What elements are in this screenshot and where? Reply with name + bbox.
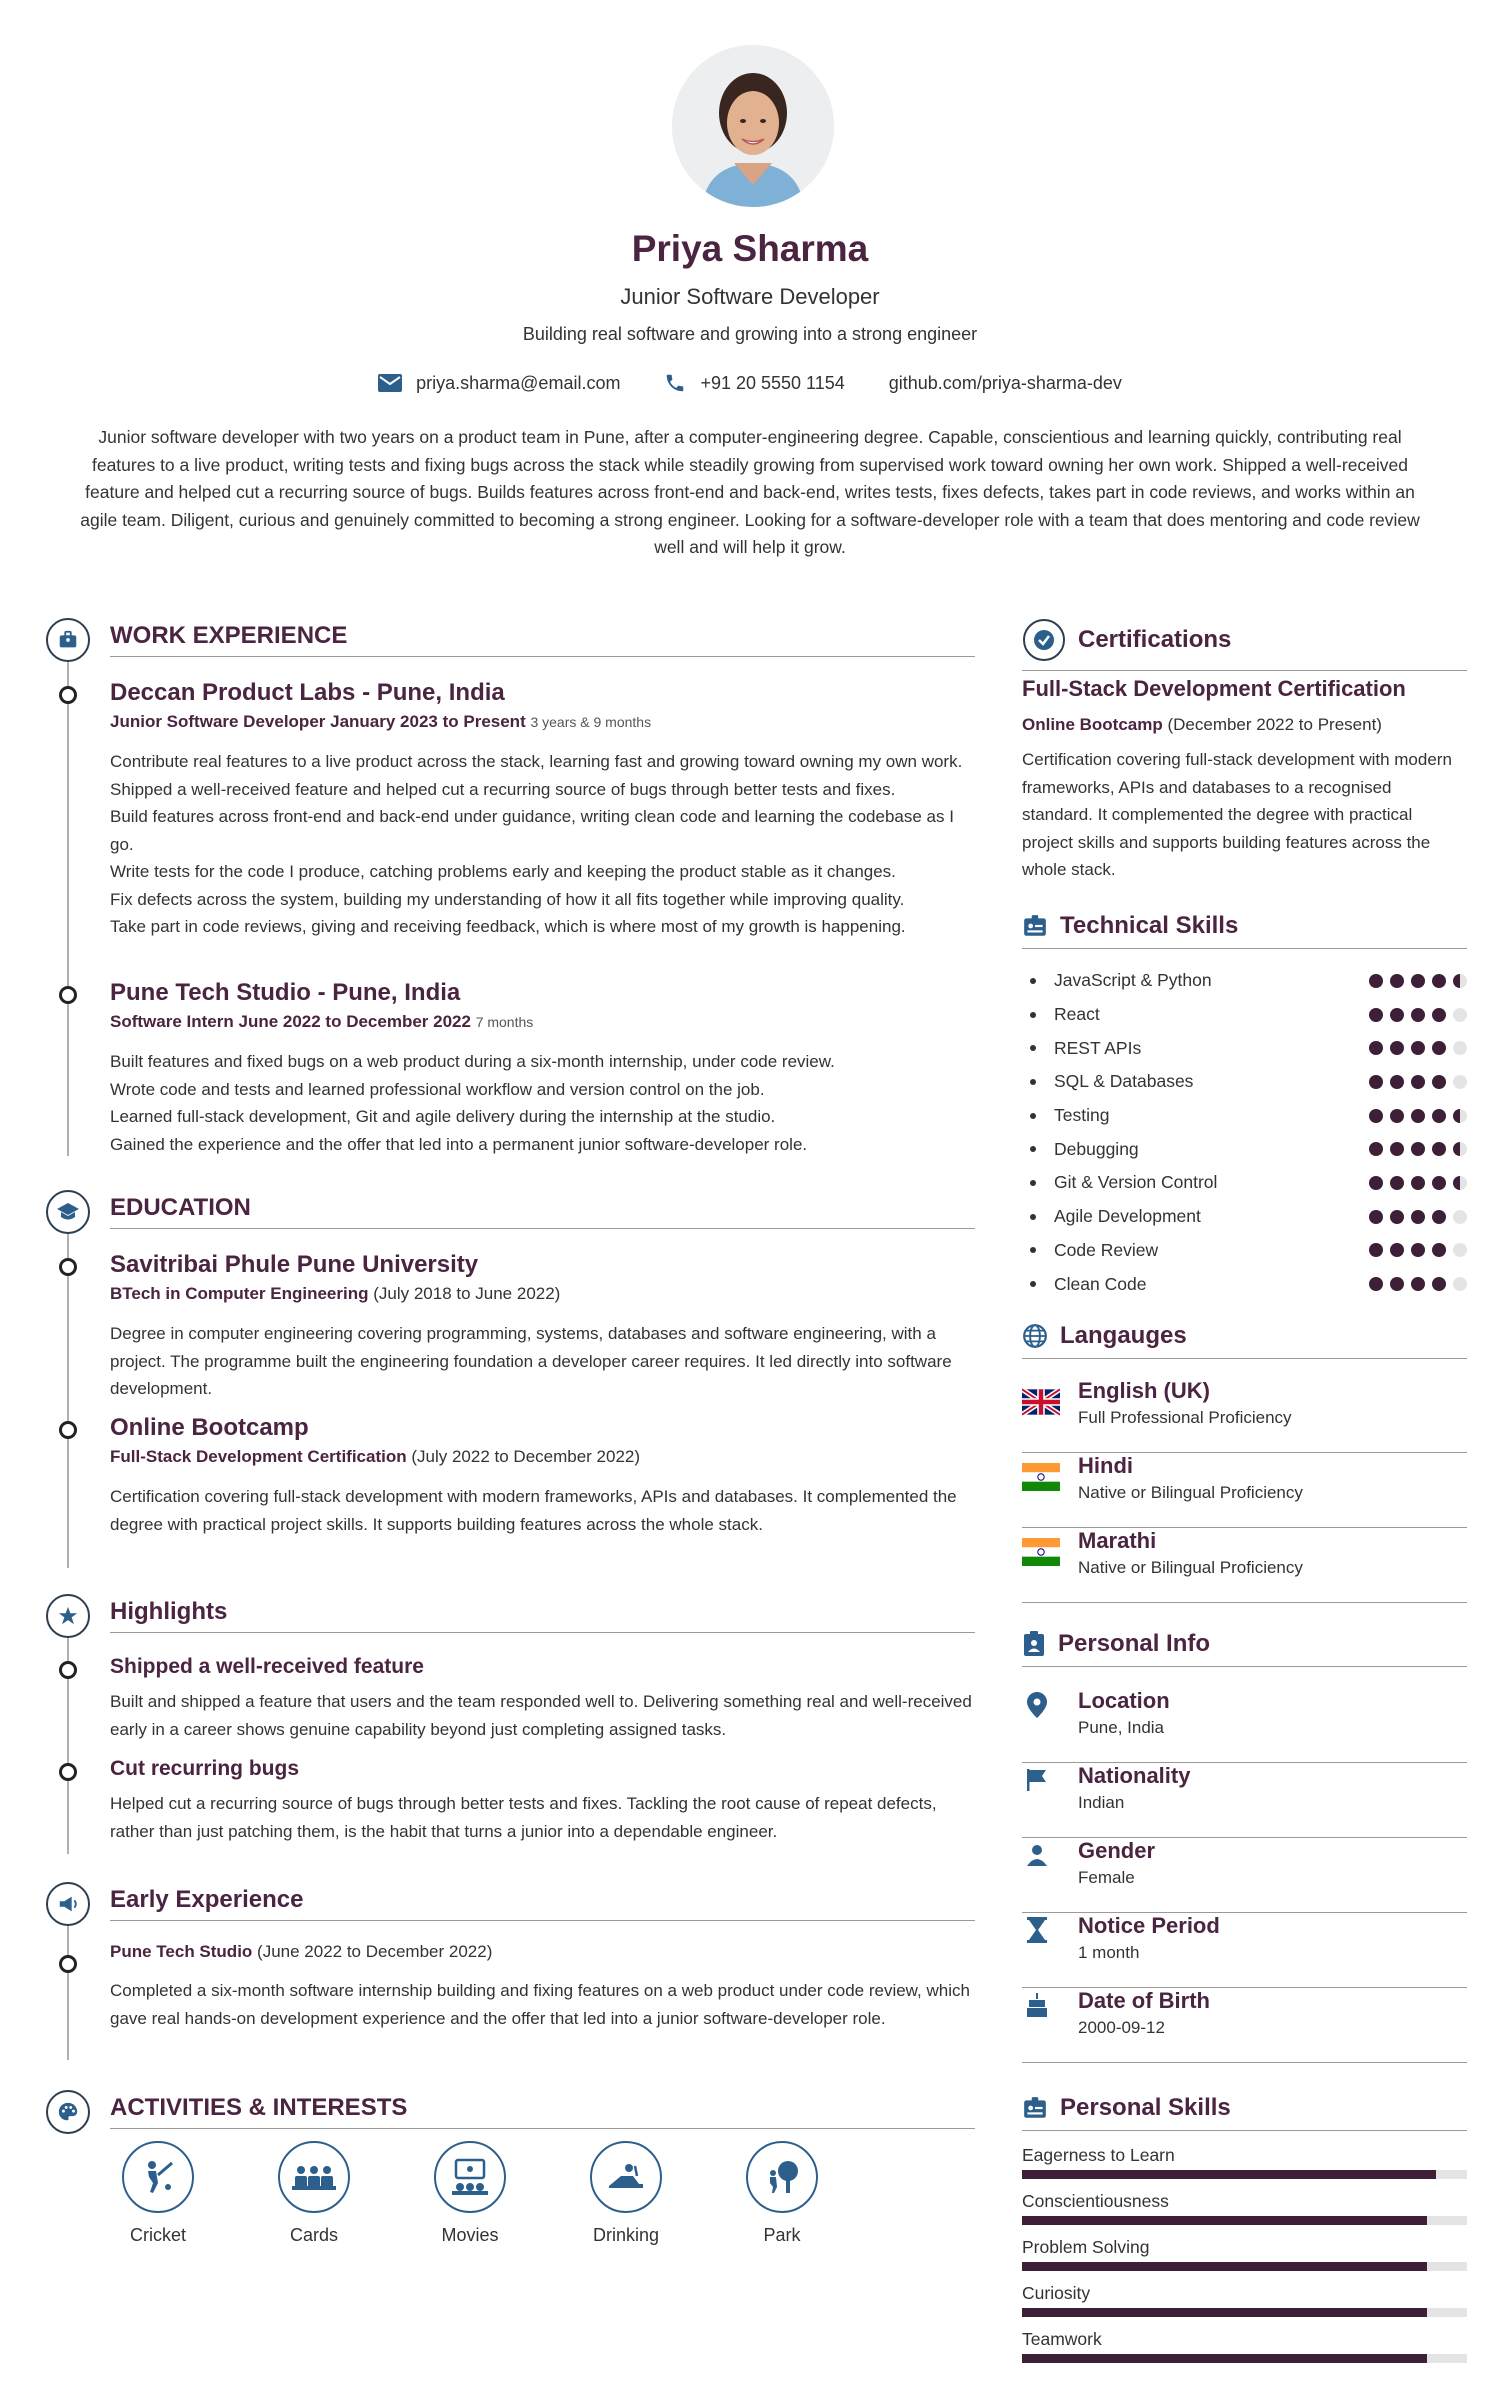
early-org: Pune Tech Studio [110, 1942, 253, 1961]
skill-rating-dot [1411, 1210, 1425, 1224]
activity-item [80, 2141, 236, 2246]
personal-info-value: Female [1078, 1868, 1135, 1887]
personal-info-item [1022, 1688, 1467, 1763]
palette-icon [46, 2090, 90, 2134]
education-school: Savitribai Phule Pune University [110, 1251, 479, 1278]
personal-skill-bar [1022, 2262, 1467, 2271]
skill-rating-dot [1432, 1109, 1446, 1123]
languages-section-title [1022, 1322, 1467, 1359]
job-bullet: Wrote code and tests and learned professional workflow and version control on the job. [110, 1079, 765, 1099]
technical-skills-title-text: Technical Skills [1060, 912, 1239, 939]
hourglass-icon [1024, 1917, 1050, 1943]
personal-skill-bar [1022, 2170, 1467, 2179]
activities-section-title: ACTIVITIES & INTERESTS [110, 2094, 975, 2129]
language-name: Hindi [1078, 1453, 1133, 1478]
skill-rating-dot [1369, 974, 1383, 988]
skill-rating-dot [1432, 1243, 1446, 1257]
language-item [1022, 1378, 1467, 1453]
language-name: English (UK) [1078, 1378, 1210, 1403]
technical-skill-name: Clean Code [1022, 1274, 1146, 1295]
personal-info-value: 2000-09-12 [1078, 2018, 1165, 2037]
language-name: Marathi [1078, 1528, 1157, 1553]
personal-skill-bar [1022, 2354, 1467, 2363]
technical-skill-name: Code Review [1022, 1240, 1158, 1261]
technical-skill-row [1022, 964, 1467, 998]
technical-skill-name: Debugging [1022, 1139, 1139, 1160]
skill-rating-dot [1453, 1109, 1467, 1123]
job-bullet: Write tests for the code I produce, catching problems early and keeping the product stable as it changes. [110, 862, 896, 881]
timeline-dot [59, 1421, 77, 1439]
skill-rating-dot [1432, 1277, 1446, 1291]
timeline-early [67, 1920, 69, 2060]
skill-rating-dot [1432, 1075, 1446, 1089]
id-card-icon [1022, 2095, 1048, 2121]
megaphone-icon [46, 1882, 90, 1926]
email-icon [378, 374, 402, 392]
skill-rating-dot [1411, 974, 1425, 988]
activity-label: Cards [289, 2225, 338, 2245]
highlight-title: Shipped a well-received feature [110, 1655, 424, 1678]
skill-rating-dots [1362, 1041, 1467, 1055]
personal-skill-bar [1022, 2308, 1467, 2317]
activity-label: Park [763, 2225, 801, 2245]
skill-rating-dot [1369, 1243, 1383, 1257]
skill-rating-dot [1390, 974, 1404, 988]
id-card-icon [1022, 913, 1048, 939]
skill-rating-dots [1362, 1142, 1467, 1156]
education-description: Degree in computer engineering covering programming, systems, databases and software engineering, with a project. The programme built the engineering foundation a developer career requires. It led directly into software development. [110, 1324, 952, 1398]
timeline-dot [59, 986, 77, 1004]
job-bullets [110, 748, 980, 941]
personal-info-item [1022, 1988, 1467, 2063]
education-school: Online Bootcamp [110, 1414, 309, 1441]
phone-icon [664, 372, 686, 394]
india-flag-icon [1022, 1463, 1060, 1491]
skill-rating-dot [1453, 1008, 1467, 1022]
personal-skill-row [1022, 2191, 1467, 2237]
job-company: Deccan Product Labs - Pune, India [110, 679, 505, 706]
tagline: Building real software and growing into a strong engineer [522, 324, 978, 344]
professional-summary: Junior software developer with two years on a product team in Pune, after a computer-engineering degree. Capable, conscientious and learning quickly, contributing real features to a live product, writing tests and fixing bugs across the stack while steadily growing from supervised work toward owning her own work. Shipped a well-received feature and helped cut a recurring source of bugs. Builds features across front-end and back-end, writes tests, fixes defects, takes part in code reviews, and works within an agile team. Diligent, curious and genuinely committed to becoming a strong engineer. Looking for a software-developer role with a team that does mentoring and code review well and will help it grow. [80, 427, 1420, 557]
certificate-badge-icon [1022, 618, 1066, 662]
flag-icon [1024, 1767, 1050, 1793]
job-company: Pune Tech Studio - Pune, India [110, 979, 461, 1006]
job-dates: June 2022 to December 2022 [238, 1012, 471, 1031]
certification-description: Certification covering full-stack development with modern frameworks, APIs and databases to a recognised standard. It complemented the degree with practical project skills and supports building features across the whole stack. [1022, 750, 1452, 879]
personal-skill-row [1022, 2145, 1467, 2191]
personal-info-section-title [1022, 1630, 1467, 1667]
certification-issuer-line [1022, 715, 1382, 735]
skill-rating-dots [1362, 1176, 1467, 1190]
id-badge-icon [1022, 1631, 1046, 1657]
personal-info-label: Notice Period [1078, 1913, 1220, 1938]
skill-rating-dot [1390, 1008, 1404, 1022]
skill-rating-dots [1362, 1243, 1467, 1257]
job-role-line [110, 712, 651, 732]
timeline-dot [59, 686, 77, 704]
skill-rating-dot [1369, 1277, 1383, 1291]
skill-rating-dot [1411, 1075, 1425, 1089]
personal-skill-row [1022, 2237, 1467, 2283]
skill-rating-dot [1411, 1277, 1425, 1291]
activity-item [548, 2141, 704, 2246]
personal-info-label: Gender [1078, 1838, 1156, 1863]
cards-icon [278, 2141, 350, 2213]
personal-info-item [1022, 1838, 1467, 1913]
highlight-title: Cut recurring bugs [110, 1757, 300, 1780]
language-item [1022, 1528, 1467, 1603]
cricket-icon [122, 2141, 194, 2213]
activity-item [236, 2141, 392, 2246]
job-bullet: Learned full-stack development, Git and agile delivery during the internship at the studio. [110, 1107, 776, 1126]
personal-skill-name: Eagerness to Learn [1022, 2145, 1175, 2165]
activity-label: Drinking [592, 2225, 660, 2245]
activity-item [392, 2141, 548, 2246]
timeline-work [67, 656, 69, 1156]
certification-dates: (December 2022 to Present) [1167, 715, 1382, 734]
candidate-name: Priya Sharma [631, 228, 869, 269]
india-flag-icon [1022, 1538, 1060, 1566]
personal-info-value: 1 month [1078, 1943, 1140, 1962]
skill-rating-dot [1411, 1176, 1425, 1190]
job-role: Software Intern [110, 1012, 234, 1031]
skill-rating-dot [1453, 974, 1467, 988]
technical-skill-name: Agile Development [1022, 1206, 1201, 1227]
contact-bar [0, 372, 1500, 394]
personal-info-value: Pune, India [1078, 1718, 1165, 1737]
skill-rating-dot [1369, 1041, 1383, 1055]
skill-rating-dot [1453, 1041, 1467, 1055]
skill-rating-dot [1390, 1109, 1404, 1123]
technical-skills-list [1022, 964, 1467, 1301]
personal-skill-bar [1022, 2216, 1467, 2225]
job-bullet: Gained the experience and the offer that led into a permanent junior software-developer role. [110, 1134, 808, 1154]
education-dates: (July 2018 to June 2022) [373, 1284, 561, 1303]
education-degree: Full-Stack Development Certification [110, 1447, 407, 1466]
technical-skill-row [1022, 1132, 1467, 1166]
skill-rating-dot [1369, 1176, 1383, 1190]
certification-name: Full-Stack Development Certification [1022, 676, 1406, 701]
timeline-dot [59, 1661, 77, 1679]
skill-rating-dot [1411, 1243, 1425, 1257]
technical-skill-row [1022, 1099, 1467, 1133]
job-dates: January 2023 to Present [330, 712, 526, 731]
activity-label: Cricket [129, 2225, 186, 2245]
technical-skill-row [1022, 1200, 1467, 1234]
personal-skill-row [1022, 2329, 1467, 2375]
language-level: Full Professional Proficiency [1078, 1408, 1292, 1427]
personal-skill-name: Problem Solving [1022, 2237, 1150, 2257]
avatar [672, 45, 834, 207]
early-description: Completed a six-month software internship building and fixing features on a web product under code review, which gave real hands-on development experience and the offer that led into a junior software-developer role. [110, 1981, 970, 2028]
technical-skill-row [1022, 998, 1467, 1032]
skill-rating-dot [1453, 1210, 1467, 1224]
skill-rating-dots [1362, 1109, 1467, 1123]
job-role: Junior Software Developer [110, 712, 326, 731]
skill-rating-dot [1411, 1142, 1425, 1156]
skill-rating-dot [1453, 1176, 1467, 1190]
personal-skill-bar-fill [1022, 2308, 1427, 2317]
skill-rating-dot [1432, 1008, 1446, 1022]
contact-email[interactable] [378, 373, 620, 394]
education-degree-line [110, 1447, 640, 1467]
skill-rating-dots [1362, 1075, 1467, 1089]
personal-skill-bar-fill [1022, 2354, 1427, 2363]
personal-info-label: Date of Birth [1078, 1988, 1210, 2013]
skill-rating-dot [1432, 1142, 1446, 1156]
personal-info-item [1022, 1913, 1467, 1988]
job-duration: 3 years & 9 months [530, 714, 652, 730]
personal-info-item [1022, 1763, 1467, 1838]
personal-info-label: Location [1078, 1688, 1170, 1713]
technical-skill-name: Git & Version Control [1022, 1172, 1217, 1193]
skill-rating-dot [1432, 974, 1446, 988]
education-dates: (July 2022 to December 2022) [411, 1447, 641, 1466]
job-bullet: Take part in code reviews, giving and receiving feedback, which is where most of my growth is happening. [110, 917, 906, 936]
skill-rating-dot [1390, 1142, 1404, 1156]
timeline-dot [59, 1258, 77, 1276]
language-level: Native or Bilingual Proficiency [1078, 1483, 1303, 1502]
personal-info-label: Nationality [1078, 1763, 1191, 1788]
skill-rating-dot [1390, 1277, 1404, 1291]
personal-skills-list [1022, 2145, 1467, 2375]
timeline-dot [59, 1955, 77, 1973]
technical-skills-section-title [1022, 912, 1467, 949]
education-degree: BTech in Computer Engineering [110, 1284, 369, 1303]
email-text: priya.sharma@email.com [416, 372, 621, 393]
skill-rating-dot [1390, 1041, 1404, 1055]
technical-skill-name: React [1022, 1004, 1100, 1025]
personal-skill-name: Conscientiousness [1022, 2191, 1169, 2211]
language-level: Native or Bilingual Proficiency [1078, 1558, 1303, 1577]
drinking-icon [590, 2141, 662, 2213]
technical-skill-row [1022, 1234, 1467, 1268]
certifications-title-text: Certifications [1078, 626, 1232, 653]
language-item [1022, 1453, 1467, 1528]
personal-info-title-text: Personal Info [1058, 1630, 1211, 1657]
contact-phone[interactable] [664, 372, 844, 394]
graduation-cap-icon [46, 1190, 90, 1234]
uk-flag-icon [1022, 1388, 1060, 1416]
personal-skills-title-text: Personal Skills [1060, 2094, 1231, 2121]
personal-skills-section-title [1022, 2094, 1467, 2131]
highlight-description: Built and shipped a feature that users and the team responded well to. Delivering something real and well-received early in a career shows genuine capability beyond just completing assigned tasks. [110, 1692, 972, 1739]
skill-rating-dot [1432, 1176, 1446, 1190]
skill-rating-dot [1411, 1041, 1425, 1055]
job-bullets [110, 1048, 980, 1158]
technical-skill-name: REST APIs [1022, 1038, 1141, 1059]
personal-skill-bar-fill [1022, 2216, 1427, 2225]
personal-skill-bar-fill [1022, 2170, 1436, 2179]
skill-rating-dot [1369, 1075, 1383, 1089]
skill-rating-dot [1432, 1041, 1446, 1055]
skill-rating-dot [1390, 1075, 1404, 1089]
activity-label: Movies [441, 2225, 499, 2245]
skill-rating-dots [1362, 1210, 1467, 1224]
highlights-section-title: Highlights [110, 1598, 975, 1633]
technical-skill-name: JavaScript & Python [1022, 970, 1212, 991]
job-bullet: Contribute real features to a live product across the stack, learning fast and growing toward owning my own work. [110, 752, 963, 771]
cake-icon [1024, 1992, 1050, 2018]
park-icon [746, 2141, 818, 2213]
early-org-line [110, 1942, 492, 1962]
languages-title-text: Langauges [1060, 1322, 1187, 1349]
technical-skill-row [1022, 1267, 1467, 1301]
job-bullet: Shipped a well-received feature and helped cut a recurring source of bugs through better tests and fixes. [110, 779, 896, 799]
skill-rating-dot [1369, 1210, 1383, 1224]
education-section-title: EDUCATION [110, 1194, 975, 1229]
personal-skill-name: Curiosity [1022, 2283, 1091, 2303]
early-dates: (June 2022 to December 2022) [257, 1942, 493, 1961]
skill-rating-dot [1390, 1243, 1404, 1257]
skill-rating-dot [1453, 1142, 1467, 1156]
certifications-section-title [1022, 618, 1467, 671]
phone-text: +91 20 5550 1154 [700, 372, 845, 393]
star-badge-icon [46, 1594, 90, 1638]
activities-list [80, 2141, 860, 2246]
job-bullet: Built features and fixed bugs on a web product during a six-month internship, under code review. [110, 1052, 835, 1071]
education-degree-line [110, 1284, 560, 1304]
job-bullet: Fix defects across the system, building my understanding of how it all fits together while improving quality. [110, 889, 905, 909]
skill-rating-dot [1369, 1008, 1383, 1022]
skill-rating-dot [1369, 1142, 1383, 1156]
person-icon [1024, 1842, 1050, 1868]
movies-icon [434, 2141, 506, 2213]
personal-skill-row [1022, 2283, 1467, 2329]
skill-rating-dot [1390, 1210, 1404, 1224]
job-duration: 7 months [475, 1014, 534, 1030]
skill-rating-dots [1362, 1008, 1467, 1022]
technical-skill-row [1022, 1166, 1467, 1200]
skill-rating-dot [1432, 1210, 1446, 1224]
job-bullet: Build features across front-end and back-end under guidance, writing clean code and learning the codebase as I go. [110, 807, 954, 854]
job-title: Junior Software Developer [620, 284, 880, 309]
job-role-line [110, 1012, 533, 1032]
location-icon [1024, 1692, 1050, 1718]
work-section-title: WORK EXPERIENCE [110, 622, 975, 657]
skill-rating-dots [1362, 1277, 1467, 1291]
personal-skill-name: Teamwork [1022, 2329, 1102, 2349]
contact-website[interactable] [889, 373, 1122, 394]
skill-rating-dot [1390, 1176, 1404, 1190]
technical-skill-name: SQL & Databases [1022, 1071, 1193, 1092]
education-description: Certification covering full-stack development with modern frameworks, APIs and databases. It complemented the degree with practical project skills. It supports building features across the whole stack. [110, 1487, 957, 1534]
technical-skill-name: Testing [1022, 1105, 1109, 1126]
skill-rating-dot [1411, 1008, 1425, 1022]
timeline-dot [59, 1763, 77, 1781]
activity-item [704, 2141, 860, 2246]
skill-rating-dot [1369, 1109, 1383, 1123]
personal-info-value: Indian [1078, 1793, 1125, 1812]
skill-rating-dot [1453, 1277, 1467, 1291]
technical-skill-row [1022, 1065, 1467, 1099]
skill-rating-dots [1362, 974, 1467, 988]
skill-rating-dot [1453, 1075, 1467, 1089]
briefcase-icon [46, 618, 90, 662]
certification-issuer: Online Bootcamp [1022, 715, 1163, 734]
timeline-education [67, 1228, 69, 1568]
highlight-description: Helped cut a recurring source of bugs through better tests and fixes. Tackling the root cause of repeat defects, rather than just patching them, is the habit that turns a junior into a dependable engineer. [110, 1794, 937, 1841]
technical-skill-row [1022, 1031, 1467, 1065]
early-section-title: Early Experience [110, 1886, 975, 1921]
skill-rating-dot [1453, 1243, 1467, 1257]
skill-rating-dot [1411, 1109, 1425, 1123]
personal-skill-bar-fill [1022, 2262, 1427, 2271]
globe-icon [1022, 1323, 1048, 1349]
website-text: github.com/priya-sharma-dev [888, 372, 1122, 393]
